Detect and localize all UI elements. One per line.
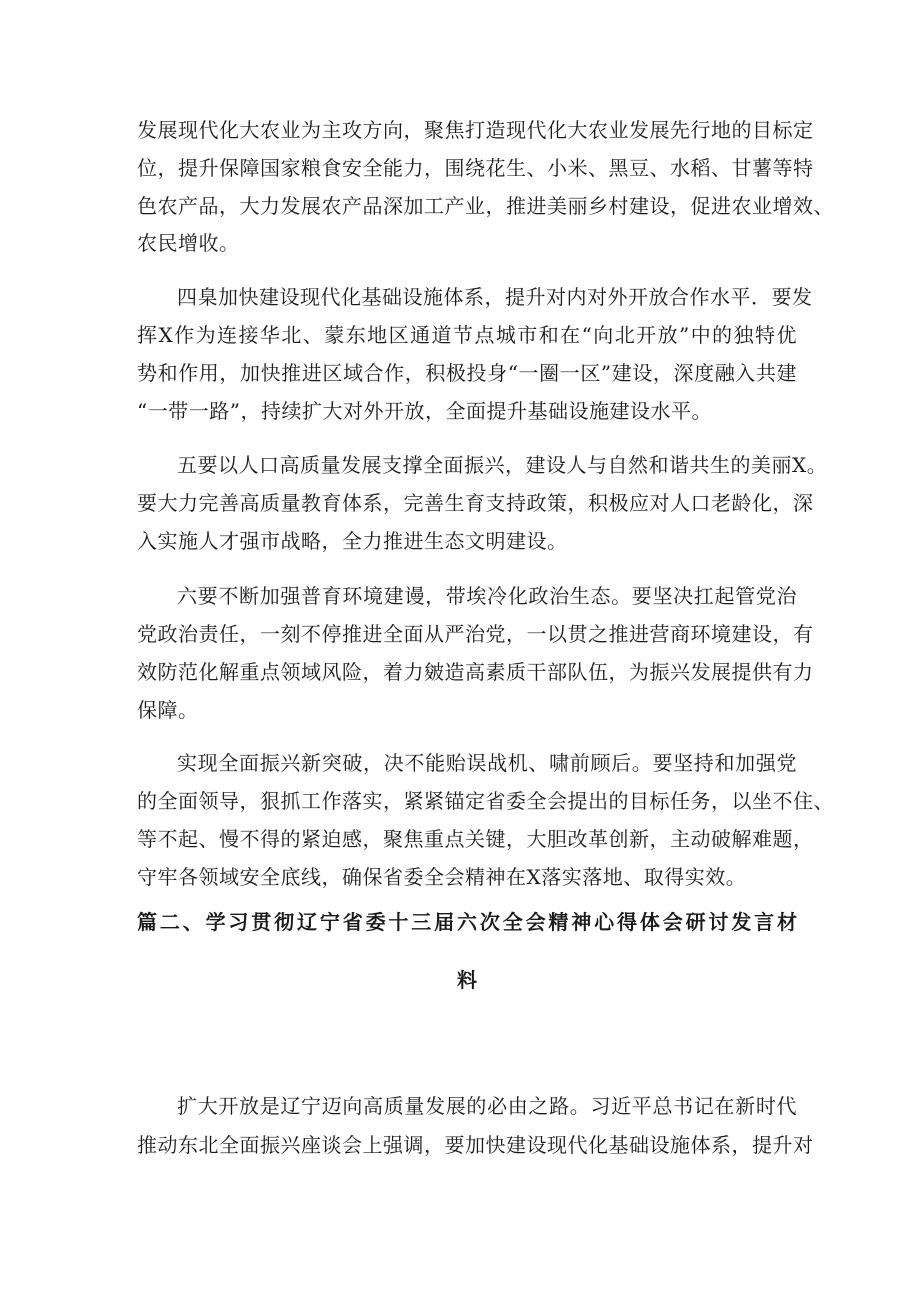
paragraph-1-line-1: 发展现代化大农业为主攻方向，聚焦打造现代化大农业发展先行地的目标定 [137, 118, 814, 142]
paragraph-1-line-4: 农民增收。 [137, 231, 240, 255]
paragraph-2-line-3: 势和作用，加快推进区域合作，积极投身“一圈一区”建设，深度融入共建 [137, 361, 797, 385]
paragraph-4-line-2: 党政治责任，一刻不停推进全面从严治党，一以贯之推进营商环境建设，有 [137, 622, 814, 646]
paragraph-3-line-1: 五要以人口高质量发展支撑全面振兴，建设人与自然和谐共生的美丽X。 [177, 453, 828, 477]
final-paragraph-line-1: 扩大开放是辽宁迈向高质量发展的必由之路。习近平总书记在新时代 [177, 1094, 797, 1118]
paragraph-5-line-3: 等不起、慢不得的紧迫感，聚焦重点关键，大胆改革创新，主动破解难题， [137, 827, 814, 851]
paragraph-5-line-4: 守牢各领域安全底线，确保省委全会精神在X落实落地、取得实效。 [137, 865, 747, 889]
paragraph-2-line-4: “一带一路”，持续扩大对外开放，全面提升基础设施建设水平。 [137, 399, 712, 423]
paragraph-2-line-1: 四臬加快建设现代化基础设施体系，提升对内对外开放合作水平．要发 [177, 285, 813, 309]
paragraph-3-line-2: 要大力完善高质量教育体系，完善生育支持政策，积极应对人口老龄化，深 [137, 491, 814, 515]
paragraph-4-line-4: 保障。 [137, 698, 199, 722]
paragraph-5-line-1: 实现全面振兴新突破，决不能贻误战机、啸前顾后。要坚持和加强党 [177, 751, 797, 775]
paragraph-1-line-3: 色农产品，大力发展农产品深加工产业，推进美丽乡村建设，促进农业增效、 [137, 194, 834, 218]
section-heading-line-1: 篇二、学习贯彻辽宁省委十三届六次全会精神心得体会研讨发言材 [137, 910, 797, 934]
section-heading-line-2: 料 [457, 968, 477, 992]
paragraph-3-line-3: 入实施人才强市战略，全力推进生态文明建设。 [137, 529, 568, 553]
paragraph-1-line-2: 位，提升保障国家粮食安全能力，围绕花生、小米、黑豆、水稻、甘薯等特 [137, 156, 814, 180]
paragraph-5-line-2: 的全面领导，狠抓工作落实，紧紧锚定省委全会提出的目标任务，以坐不住、 [137, 789, 834, 813]
paragraph-2-line-2: 挥X作为连接华北、蒙东地区通道节点城市和在“向北开放”中的独特优 [137, 323, 797, 347]
paragraph-4-line-3: 效防范化解重点领域风险，着力皴造高素质干部队伍，为振兴发展提供有力 [137, 660, 814, 684]
final-paragraph-line-2: 推动东北全面振兴座谈会上强调，要加快建设现代化基础设施体系，提升对 [137, 1133, 814, 1157]
paragraph-4-line-1: 六要不断加强普育环境建谩，带埃冷化政治生态。要坚决扛起管党治 [177, 584, 797, 608]
